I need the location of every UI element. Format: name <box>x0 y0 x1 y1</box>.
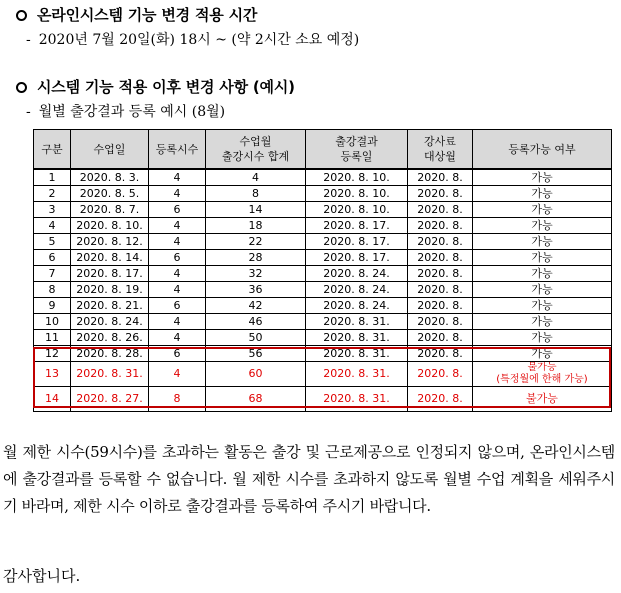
table-row <box>34 314 612 330</box>
cell-total <box>206 234 306 250</box>
column-header-line: 수업일 <box>93 142 126 156</box>
cell-status <box>473 346 612 362</box>
cell-no <box>34 186 71 202</box>
cell-date-text: 2020. 8. 12. <box>76 234 143 248</box>
cell-month <box>408 234 473 250</box>
cell-hours-text: 4 <box>173 266 181 280</box>
cell-reg <box>306 387 408 412</box>
table-row <box>34 234 612 250</box>
cell-status <box>473 169 612 186</box>
cell-hours-text: 4 <box>173 314 181 328</box>
cell-no-text: 11 <box>45 330 59 344</box>
column-header-line: 강사료 <box>424 135 456 148</box>
cell-month <box>408 266 473 282</box>
cell-month-text: 2020. 8. <box>417 266 463 280</box>
cell-hours <box>149 362 206 387</box>
cell-no-text: 7 <box>48 266 56 280</box>
cell-total <box>206 186 306 202</box>
cell-hours-text: 4 <box>173 170 181 184</box>
cell-no <box>34 250 71 266</box>
cell-total <box>206 250 306 266</box>
cell-month-text: 2020. 8. <box>417 314 463 328</box>
cell-total <box>206 346 306 362</box>
cell-date-text: 2020. 8. 28. <box>76 346 143 360</box>
cell-month <box>408 218 473 234</box>
cell-reg <box>306 186 408 202</box>
cell-total-text: 32 <box>248 266 263 280</box>
cell-hours <box>149 202 206 218</box>
cell-no-text: 9 <box>48 298 56 312</box>
section2-title: 시스템 기능 적용 이후 변경 사항 (예시) <box>10 76 295 97</box>
dash-icon: - <box>26 104 31 120</box>
cell-date <box>71 186 149 202</box>
cell-reg <box>306 282 408 298</box>
cell-no-text: 1 <box>48 170 56 184</box>
cell-status-text: 가능 <box>531 170 553 184</box>
cell-month-text: 2020. 8. <box>417 250 463 264</box>
cell-reg-text: 2020. 8. 24. <box>323 266 390 280</box>
cell-date-text: 2020. 8. 24. <box>76 314 143 328</box>
cell-reg-text: 2020. 8. 10. <box>323 186 390 200</box>
cell-reg-text: 2020. 8. 17. <box>323 218 390 232</box>
cell-month-text: 2020. 8. <box>417 202 463 216</box>
column-header-line: 등록가능 여부 <box>508 142 576 156</box>
cell-total <box>206 218 306 234</box>
cell-reg <box>306 250 408 266</box>
cell-reg <box>306 266 408 282</box>
cell-total-text: 8 <box>252 186 259 200</box>
cell-total <box>206 266 306 282</box>
cell-status <box>473 298 612 314</box>
cell-status-text: 가능 <box>531 234 553 248</box>
schedule-table-wrap <box>33 129 612 412</box>
column-header <box>408 130 473 170</box>
cell-month-text: 2020. 8. <box>417 218 463 232</box>
cell-date-text: 2020. 8. 5. <box>79 186 140 200</box>
cell-hours <box>149 282 206 298</box>
cell-month-text: 2020. 8. <box>417 186 463 200</box>
cell-no <box>34 298 71 314</box>
cell-hours <box>149 250 206 266</box>
table-row <box>34 266 612 282</box>
cell-total <box>206 362 306 387</box>
cell-month <box>408 387 473 412</box>
column-header-line: 출강시수 합계 <box>221 150 290 163</box>
cell-reg <box>306 298 408 314</box>
cell-month-text: 2020. 8. <box>417 346 463 360</box>
cell-reg-text: 2020. 8. 24. <box>323 282 390 296</box>
cell-status <box>473 266 612 282</box>
cell-date <box>71 266 149 282</box>
cell-reg <box>306 234 408 250</box>
cell-month-text: 2020. 8. <box>417 330 463 344</box>
cell-hours <box>149 169 206 186</box>
cell-no-text: 12 <box>45 346 59 360</box>
cell-status <box>473 234 612 250</box>
table-row <box>34 282 612 298</box>
cell-reg <box>306 218 408 234</box>
cell-no-text: 6 <box>48 250 56 264</box>
cell-no <box>34 218 71 234</box>
cell-total-text: 46 <box>248 314 263 328</box>
cell-month-text: 2020. 8. <box>417 282 463 296</box>
cell-month <box>408 362 473 387</box>
cell-status <box>473 314 612 330</box>
cell-date <box>71 282 149 298</box>
column-header <box>149 130 206 170</box>
cell-date-text: 2020. 8. 27. <box>76 392 143 405</box>
table-row <box>34 218 612 234</box>
cell-total <box>206 282 306 298</box>
cell-total <box>206 298 306 314</box>
cell-hours-text: 4 <box>173 282 181 296</box>
cell-total <box>206 387 306 412</box>
circle-bullet-icon <box>16 82 27 93</box>
cell-no-text: 8 <box>48 282 56 296</box>
cell-hours <box>149 218 206 234</box>
cell-status <box>473 362 612 387</box>
cell-no-text: 10 <box>45 314 59 328</box>
column-header-line: 등록일 <box>340 150 373 163</box>
cell-status <box>473 282 612 298</box>
cell-date-text: 2020. 8. 17. <box>76 266 143 280</box>
table-row <box>34 298 612 314</box>
cell-status-text: 불가능 <box>526 392 558 405</box>
column-header <box>473 130 612 170</box>
cell-total-text: 68 <box>248 392 263 405</box>
cell-hours-text: 6 <box>173 298 181 312</box>
dash-icon: - <box>26 32 31 48</box>
cell-date <box>71 250 149 266</box>
cell-status-text: 가능 <box>531 218 553 232</box>
cell-reg <box>306 169 408 186</box>
cell-status-text: 가능 <box>531 330 553 344</box>
cell-month <box>408 330 473 346</box>
table-row <box>34 250 612 266</box>
cell-hours-text: 4 <box>173 218 181 232</box>
cell-status <box>473 202 612 218</box>
cell-date-text: 2020. 8. 31. <box>76 367 143 380</box>
schedule-table <box>33 129 612 412</box>
cell-date-text: 2020. 8. 26. <box>76 330 143 344</box>
cell-reg-text: 2020. 8. 31. <box>323 346 390 360</box>
cell-hours <box>149 330 206 346</box>
cell-reg <box>306 346 408 362</box>
cell-no <box>34 314 71 330</box>
cell-status <box>473 250 612 266</box>
cell-total <box>206 169 306 186</box>
cell-month <box>408 250 473 266</box>
cell-status <box>473 218 612 234</box>
cell-no <box>34 282 71 298</box>
cell-total-text: 42 <box>248 298 263 312</box>
table-body <box>34 169 612 412</box>
cell-total-text: 14 <box>248 202 263 216</box>
cell-reg <box>306 314 408 330</box>
table-row <box>34 346 612 362</box>
cell-status <box>473 387 612 412</box>
cell-month <box>408 314 473 330</box>
cell-date-text: 2020. 8. 21. <box>76 298 143 312</box>
cell-total-text: 28 <box>248 250 263 264</box>
cell-no <box>34 266 71 282</box>
cell-date <box>71 387 149 412</box>
table-row <box>34 387 612 412</box>
cell-total-text: 4 <box>252 170 259 184</box>
section1-title: 온라인시스템 기능 변경 적용 시간 <box>10 4 257 25</box>
cell-status-text: 가능 <box>531 314 553 328</box>
cell-date <box>71 298 149 314</box>
cell-reg-text: 2020. 8. 31. <box>323 330 390 344</box>
cell-date <box>71 218 149 234</box>
cell-date-text: 2020. 8. 14. <box>76 250 143 264</box>
cell-total-text: 56 <box>248 346 263 360</box>
cell-hours <box>149 346 206 362</box>
circle-bullet-icon <box>16 10 27 21</box>
cell-hours-text: 6 <box>173 346 181 360</box>
cell-status-note: (특정월에 한해 가능) <box>496 374 588 385</box>
cell-status-text: 가능 <box>531 298 553 312</box>
cell-total-text: 60 <box>248 367 263 380</box>
cell-reg-text: 2020. 8. 31. <box>323 367 390 380</box>
cell-status-text: 가능 <box>531 186 553 200</box>
cell-date-text: 2020. 8. 10. <box>76 218 143 232</box>
cell-status-text: 가능 <box>531 202 553 216</box>
cell-month-text: 2020. 8. <box>417 392 463 405</box>
cell-date <box>71 314 149 330</box>
cell-hours-text: 4 <box>173 367 181 380</box>
cell-no-text: 14 <box>45 392 59 405</box>
cell-no <box>34 362 71 387</box>
table-row <box>34 362 612 387</box>
cell-no-text: 5 <box>48 234 56 248</box>
cell-total <box>206 202 306 218</box>
notice-paragraph: 월 제한 시수(59시수)를 초과하는 활동은 출강 및 근로제공으로 인정되지 않으며, 온라인시스템에 출강결과를 등록할 수 없습니다. 월 제한 시수를 초과하지 않도록 월별 수업 계획을 세워주시기 바라며, 제한 시수 이하로 출강결과를 등록하여 주시기 바랍니다. <box>3 443 615 515</box>
cell-no <box>34 330 71 346</box>
cell-status <box>473 330 612 346</box>
column-header-line: 등록시수 <box>155 142 199 156</box>
column-header <box>34 130 71 170</box>
cell-no <box>34 346 71 362</box>
cell-hours <box>149 266 206 282</box>
cell-hours <box>149 387 206 412</box>
column-header <box>71 130 149 170</box>
cell-date <box>71 234 149 250</box>
cell-reg-text: 2020. 8. 24. <box>323 298 390 312</box>
column-header-line: 수업월 <box>239 135 272 148</box>
cell-month <box>408 186 473 202</box>
cell-status-text: 가능 <box>531 346 553 360</box>
cell-reg-text: 2020. 8. 10. <box>323 202 390 216</box>
cell-status-text: 가능 <box>531 266 553 280</box>
cell-total <box>206 330 306 346</box>
cell-reg-text: 2020. 8. 10. <box>323 170 390 184</box>
cell-hours <box>149 314 206 330</box>
column-header-line: 출강결과 <box>335 135 378 148</box>
cell-month <box>408 169 473 186</box>
cell-month <box>408 282 473 298</box>
cell-date-text: 2020. 8. 19. <box>76 282 143 296</box>
cell-no-text: 3 <box>48 202 56 216</box>
cell-status <box>473 186 612 202</box>
cell-total <box>206 314 306 330</box>
column-header <box>306 130 408 170</box>
section1-sub: - 2020년 7월 20일(화) 18시 ~ (약 2시간 소요 예정) <box>26 32 360 48</box>
cell-hours-text: 4 <box>173 234 181 248</box>
cell-month <box>408 346 473 362</box>
cell-reg <box>306 330 408 346</box>
table-row <box>34 186 612 202</box>
column-header-line: 구분 <box>41 142 63 156</box>
closing-text: 감사합니다. <box>3 567 81 585</box>
cell-hours <box>149 186 206 202</box>
table-row <box>34 202 612 218</box>
column-header-line: 대상월 <box>424 150 456 163</box>
table-row <box>34 330 612 346</box>
cell-no-text: 4 <box>48 218 56 232</box>
cell-hours <box>149 234 206 250</box>
cell-date-text: 2020. 8. 7. <box>79 202 140 216</box>
cell-month-text: 2020. 8. <box>417 298 463 312</box>
cell-hours <box>149 298 206 314</box>
cell-date <box>71 346 149 362</box>
cell-reg-text: 2020. 8. 31. <box>323 392 390 405</box>
cell-total-text: 22 <box>248 234 263 248</box>
column-header <box>206 130 306 170</box>
cell-date-text: 2020. 8. 3. <box>79 170 140 184</box>
table-header-row <box>34 130 612 170</box>
cell-no-text: 2 <box>48 186 56 200</box>
cell-reg-text: 2020. 8. 17. <box>323 234 390 248</box>
cell-month <box>408 202 473 218</box>
cell-reg <box>306 202 408 218</box>
cell-date <box>71 362 149 387</box>
cell-status-text: 불가능 <box>527 362 557 373</box>
cell-hours-text: 8 <box>173 392 181 405</box>
table-row <box>34 169 612 186</box>
cell-total-text: 18 <box>248 218 263 232</box>
cell-total-text: 50 <box>248 330 263 344</box>
cell-total-text: 36 <box>248 282 263 296</box>
cell-reg-text: 2020. 8. 31. <box>323 314 390 328</box>
cell-no <box>34 202 71 218</box>
cell-date <box>71 169 149 186</box>
cell-hours-text: 4 <box>173 330 181 344</box>
cell-month <box>408 298 473 314</box>
cell-status-text: 가능 <box>531 250 553 264</box>
cell-hours-text: 6 <box>173 202 181 216</box>
cell-no <box>34 234 71 250</box>
cell-reg-text: 2020. 8. 17. <box>323 250 390 264</box>
cell-date <box>71 330 149 346</box>
cell-status-text: 가능 <box>531 282 553 296</box>
cell-month-text: 2020. 8. <box>417 170 463 184</box>
section2-sub: - 월별 출강결과 등록 예시 (8월) <box>26 104 226 120</box>
cell-month-text: 2020. 8. <box>417 234 463 248</box>
cell-no-text: 13 <box>45 367 59 380</box>
cell-no <box>34 387 71 412</box>
cell-month-text: 2020. 8. <box>417 367 463 380</box>
cell-hours-text: 4 <box>173 186 181 200</box>
cell-date <box>71 202 149 218</box>
cell-no <box>34 169 71 186</box>
cell-reg <box>306 362 408 387</box>
cell-hours-text: 6 <box>173 250 181 264</box>
